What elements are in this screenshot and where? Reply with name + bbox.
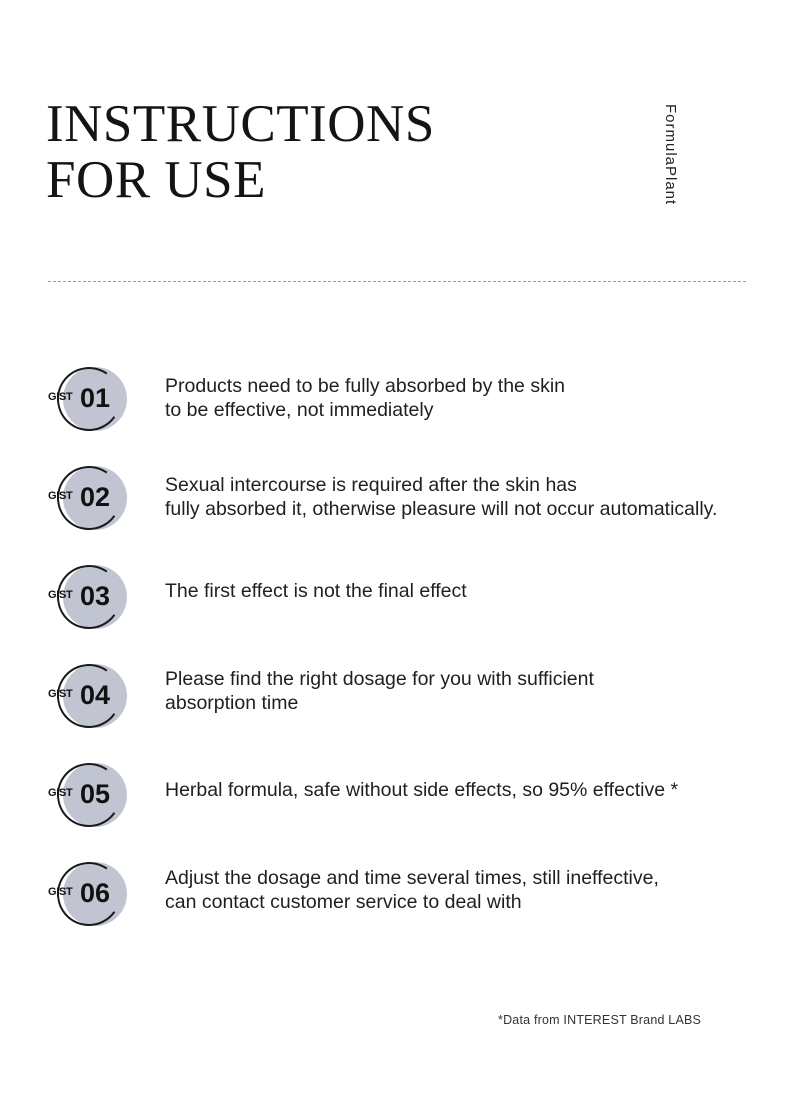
instruction-line-2: to be effective, not immediately — [165, 399, 434, 421]
instruction-text — [165, 374, 775, 422]
instruction-text — [165, 778, 775, 802]
instruction-line-1: Adjust the dosage and time several times, still ineffective, — [165, 867, 659, 889]
badge-number: 04 — [80, 680, 111, 710]
badge-prefix: GIST — [48, 391, 73, 403]
instruction-text — [165, 667, 775, 715]
gist-badge — [48, 466, 130, 532]
instruction-item-2 — [0, 466, 790, 536]
instruction-text — [165, 579, 775, 603]
side-label-word-2: Formula — [662, 104, 679, 167]
instruction-item-4 — [0, 664, 790, 734]
badge-number: 03 — [80, 581, 111, 611]
gist-badge — [48, 862, 130, 928]
gist-badge — [48, 763, 130, 829]
instruction-item-5 — [0, 763, 790, 833]
badge-prefix: GIST — [48, 490, 73, 502]
gist-badge — [48, 664, 130, 730]
title-line-1: INSTRUCTIONS — [46, 95, 435, 153]
instruction-item-1 — [0, 367, 790, 437]
instruction-text — [165, 473, 775, 521]
badge-prefix: GIST — [48, 688, 73, 700]
instruction-line-1: Products need to be fully absorbed by the skin — [165, 375, 565, 397]
gist-badge — [48, 367, 130, 433]
instruction-item-3 — [0, 565, 790, 635]
title-line-2: FOR USE — [46, 151, 266, 209]
side-label-word-1: Plant — [662, 166, 679, 206]
instruction-line-1: The first effect is not the final effect — [165, 580, 467, 602]
footnote: *Data from INTEREST Brand LABS — [498, 1013, 702, 1027]
badge-prefix: GIST — [48, 787, 73, 799]
badge-prefix: GIST — [48, 589, 73, 601]
instruction-line-1: Herbal formula, safe without side effects, so 95% effective * — [165, 779, 679, 801]
instruction-text — [165, 866, 775, 914]
gist-badge — [48, 565, 130, 631]
badge-prefix: GIST — [48, 886, 73, 898]
instruction-line-2: fully absorbed it, otherwise pleasure will not occur automatically. — [165, 498, 718, 520]
instruction-item-6 — [0, 862, 790, 932]
instruction-line-2: can contact customer service to deal with — [165, 891, 522, 913]
instruction-line-1: Sexual intercourse is required after the skin has — [165, 474, 577, 496]
badge-number: 01 — [80, 383, 111, 413]
badge-number: 02 — [80, 482, 111, 512]
badge-number: 06 — [80, 878, 111, 908]
instruction-line-2: absorption time — [165, 692, 299, 714]
instruction-line-1: Please find the right dosage for you with sufficient — [165, 668, 594, 690]
badge-number: 05 — [80, 779, 111, 809]
